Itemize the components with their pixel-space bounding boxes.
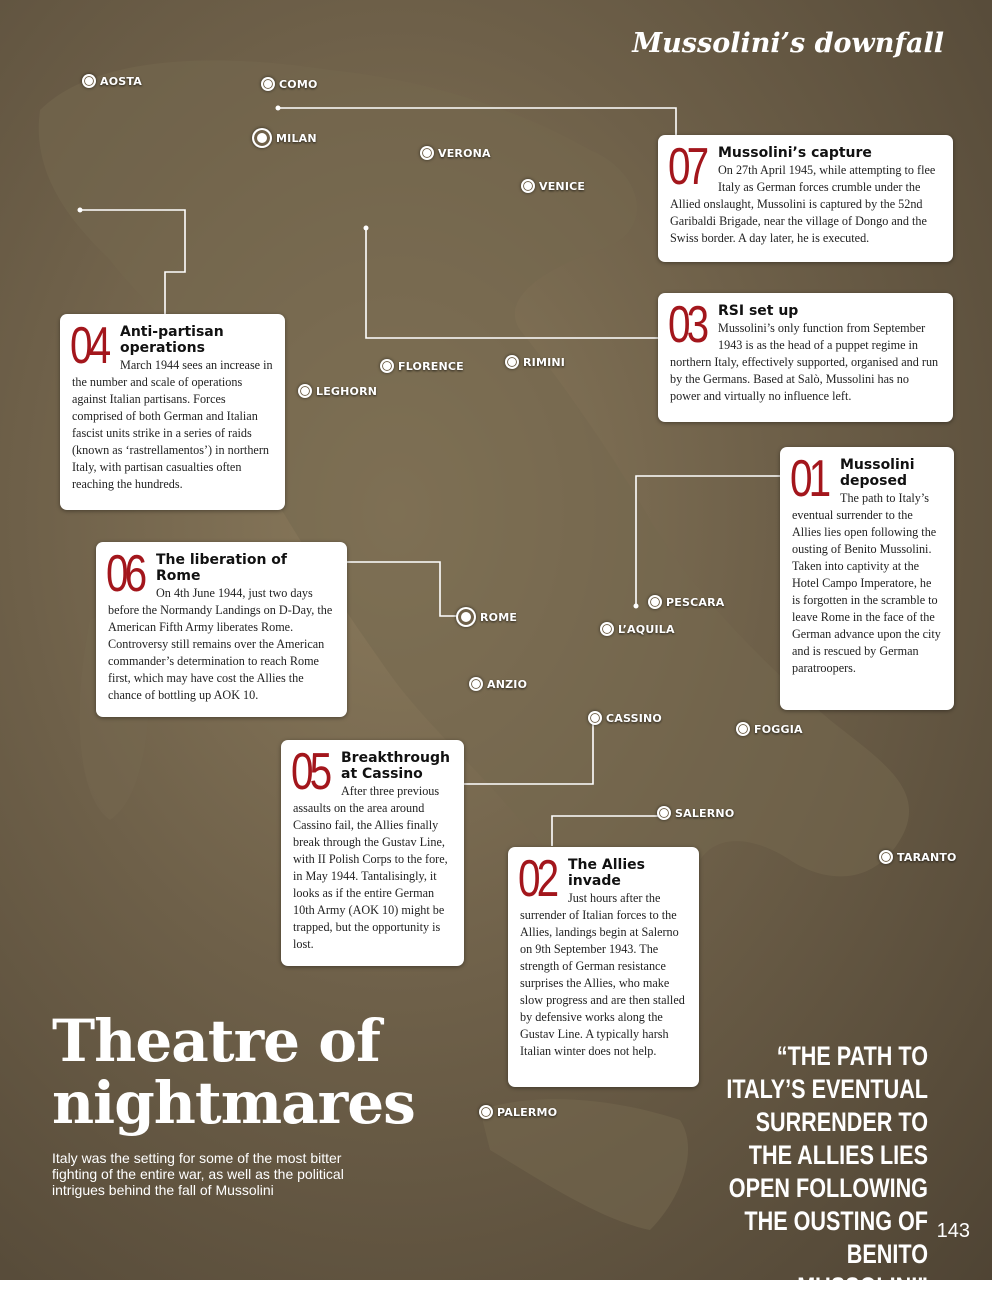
connector-04-end (78, 208, 83, 213)
city-florence (380, 359, 464, 373)
event-number: 06 (106, 545, 144, 603)
city-leghorn (298, 384, 377, 398)
page-title-line-1: Theatre of (52, 1007, 380, 1075)
event-text: Mussolini’s only function from September 1943 is as the head of a puppet regime in northern Italy, effectively supported, organised and run by the Germans. Based at Salò, Mussolini has no power and virtually no influence left. (670, 321, 939, 403)
city-venice (521, 179, 585, 193)
city-milan (252, 128, 317, 148)
event-title: The liberation of Rome (156, 552, 288, 584)
location-marker-icon (298, 384, 312, 398)
location-marker-icon (82, 74, 96, 88)
connector-01-end (634, 604, 639, 609)
event-number: 01 (790, 450, 828, 508)
event-box-07 (658, 135, 953, 262)
event-box-06 (96, 542, 347, 717)
event-box-05 (281, 740, 464, 966)
event-box-02 (508, 847, 699, 1087)
event-text: After three previous assaults on the area around Cassino fail, the Allies finally break through the Gustav Line, with II Polish Corps to the fore, in May 1944. Tantalisingly, it looks as if the entire German 10th Army (AOK 10) might be trapped, but the opportunity is lost. (293, 784, 448, 951)
city-label: ROME (480, 610, 518, 624)
location-marker-icon (456, 607, 476, 627)
event-title: Mussolini’s capture (718, 145, 872, 161)
intro-text: Italy was the setting for some of the most bitter fighting of the entire war, as well as the political intrigues behind the fall of Mussolini (52, 1150, 344, 1198)
city-como (261, 77, 318, 91)
city-label: VENICE (539, 179, 586, 193)
city-label: RIMINI (523, 355, 566, 369)
location-marker-icon (380, 359, 394, 373)
location-marker-icon (261, 77, 275, 91)
location-marker-icon (588, 711, 602, 725)
event-text: The path to Italy’s eventual surrender to the Allies lies open following the ousting of Benito Mussolini. Taken into captivity at the Hotel Campo Imperatore, he is forgotten in the scramble to leave Rome in the face of the German advance upon the city and is rescued by German paratroopers. (792, 491, 941, 675)
city-cassino (588, 711, 662, 725)
city-label: FLORENCE (398, 359, 464, 373)
city-aosta (82, 74, 142, 88)
event-number: 02 (518, 850, 556, 908)
location-marker-icon (252, 128, 272, 148)
event-text: On 27th April 1945, while attempting to flee Italy as German forces crumble under the Allied onslaught, Mussolini is captured by the 52nd Garibaldi Brigade, near the village of Dongo and the Swiss border. A day later, he is executed. (670, 163, 936, 245)
city-label: TARANTO (897, 850, 957, 864)
city-label: PESCARA (666, 595, 725, 609)
city-label: AOSTA (100, 74, 142, 88)
city-label: SALERNO (675, 806, 735, 820)
event-number: 05 (291, 743, 329, 801)
event-text: March 1944 sees an increase in the number and scale of operations against Italian partisans. Forces comprised of both German and Italian fascist units strike in a series of raids (known as ‘rastrellamentos’) in northern Italy, with partisan casualties often reaching the hundreds. (72, 358, 273, 491)
city-label: CASSINO (606, 711, 662, 725)
city-pescara (648, 595, 724, 609)
event-number: 04 (70, 317, 108, 375)
city-rimini (505, 355, 565, 369)
city-rome (456, 607, 517, 627)
connector-03-end (364, 226, 369, 231)
city-label: COMO (279, 77, 318, 91)
event-text: On 4th June 1944, just two days before the Normandy Landings on D-Day, the American Fifth Army liberates Rome. Controversy still remains over the American commander’s determination to reach Rome first, which may have cost the Allies the chance of bottling up AOK 10. (108, 586, 333, 702)
city-label: MILAN (276, 131, 317, 145)
event-title: Mussolini deposed (840, 457, 915, 489)
city-label: ANZIO (487, 677, 528, 691)
page-number: 143 (936, 1220, 970, 1242)
event-title: RSI set up (718, 303, 799, 319)
pull-quote: “THE PATH TO ITALY’S EVENTUAL SURRENDER TO THE ALLIES LIES OPEN FOLLOWING THE OUSTING OF BENITO MUSSOLINI” (726, 1041, 928, 1302)
city-label: L’AQUILA (618, 622, 675, 636)
event-title: Anti-partisan operations (120, 324, 224, 356)
location-marker-icon (648, 595, 662, 609)
page-title-line-2: nightmares (52, 1069, 415, 1137)
city-palermo (479, 1105, 557, 1119)
city-label: PALERMO (497, 1105, 558, 1119)
event-number: 07 (668, 138, 706, 196)
city-laquila (600, 622, 675, 636)
event-box-01 (780, 447, 954, 710)
event-box-04 (60, 314, 285, 510)
city-foggia (736, 722, 803, 736)
city-verona (420, 146, 491, 160)
location-marker-icon (420, 146, 434, 160)
event-box-03 (658, 293, 953, 422)
event-number: 03 (668, 296, 706, 354)
location-marker-icon (736, 722, 750, 736)
location-marker-icon (879, 850, 893, 864)
connector-07-end (276, 106, 281, 111)
city-anzio (469, 677, 527, 691)
event-text: Just hours after the surrender of Italian forces to the Allies, landings begin at Salerno on 9th September 1943. The strength of German resistance surprises the Allies, who make slow progress and are then stalled by defensive works along the Gustav Line. A typically harsh Italian winter does not help. (520, 891, 685, 1058)
location-marker-icon (657, 806, 671, 820)
location-marker-icon (469, 677, 483, 691)
location-marker-icon (521, 179, 535, 193)
location-marker-icon (600, 622, 614, 636)
section-title: Mussolini’s downfall (632, 28, 944, 59)
event-title: The Allies invade (568, 857, 645, 889)
location-marker-icon (505, 355, 519, 369)
event-title: Breakthrough at Cassino (341, 750, 450, 782)
city-salerno (657, 806, 734, 820)
city-taranto (879, 850, 957, 864)
city-label: VERONA (438, 146, 491, 160)
location-marker-icon (479, 1105, 493, 1119)
page-title (52, 1007, 415, 1137)
city-label: FOGGIA (754, 722, 803, 736)
city-label: LEGHORN (316, 384, 378, 398)
